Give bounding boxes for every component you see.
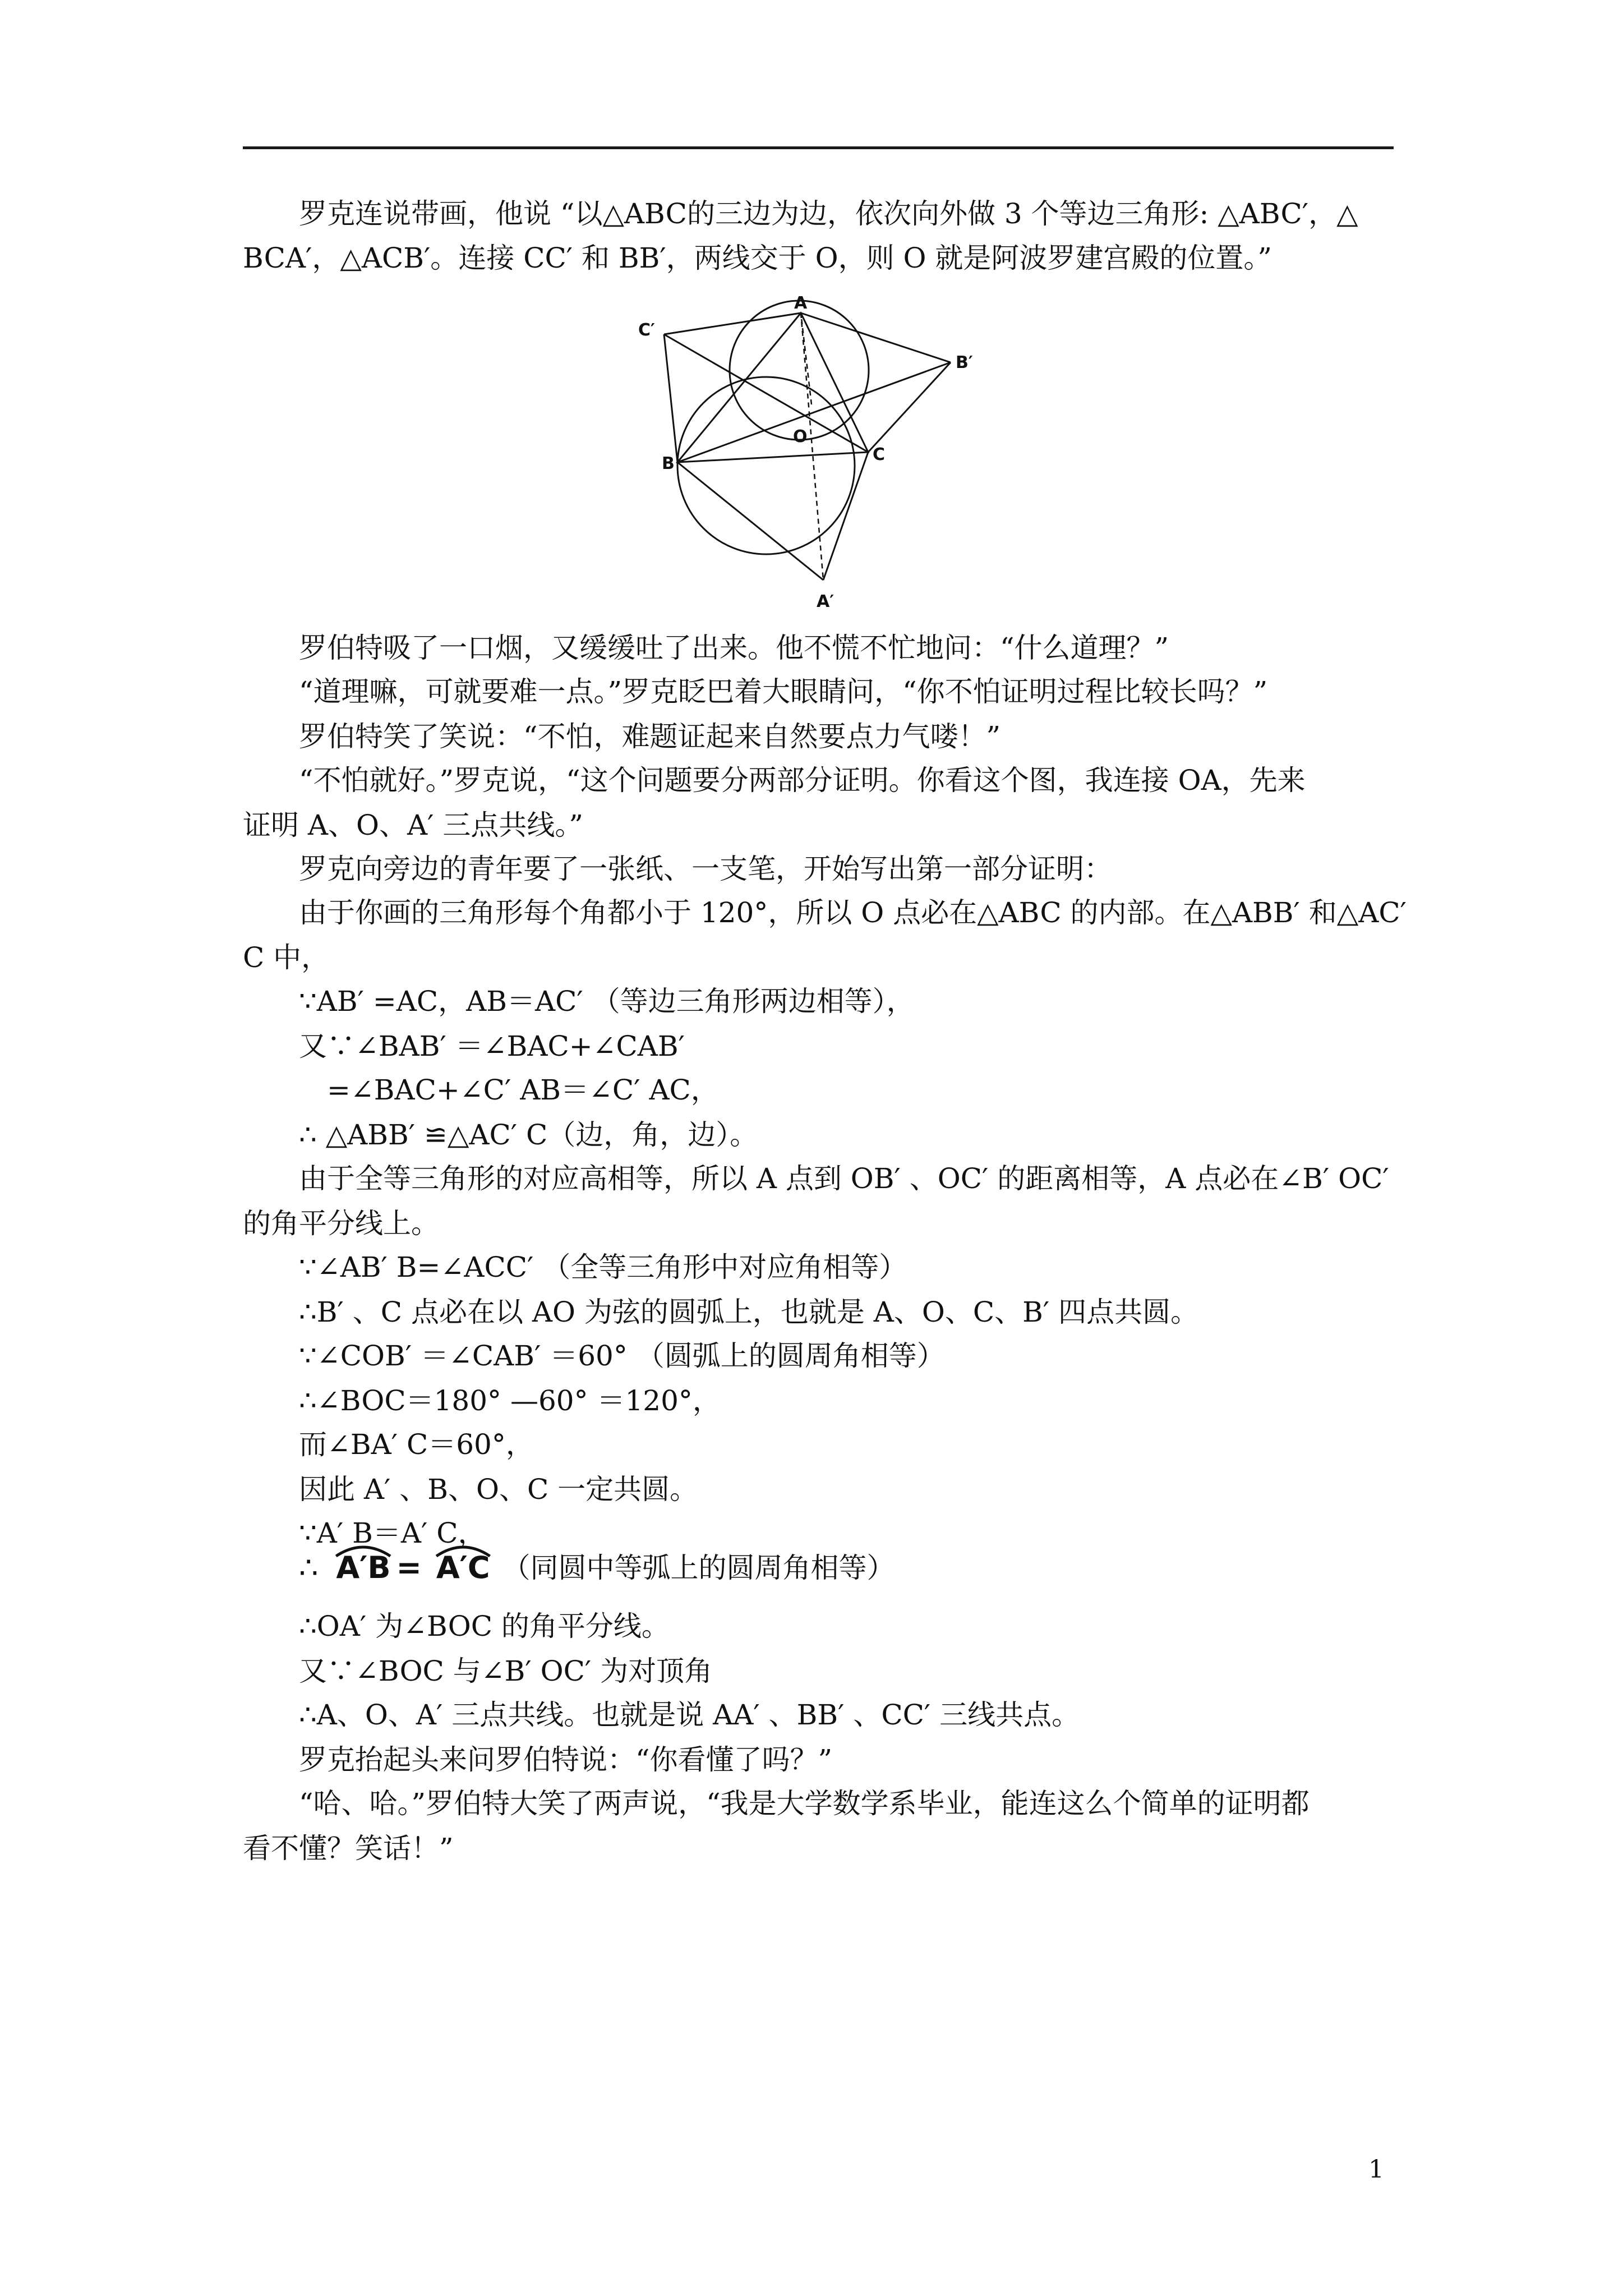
- proof-line-17: 又∵∠BOC 与∠B′ OC′ 为对顶角: [299, 1655, 713, 1687]
- circle-boca: [677, 377, 855, 554]
- arc-mark-icon: [334, 1540, 393, 1557]
- segment-b-a-prime: [677, 462, 823, 580]
- dialogue-paragraph-4-line-1: “不怕就好。”罗克说，“这个问题要分两部分证明。你看这个图，我连接 OA，先来: [299, 764, 1306, 797]
- dialogue-paragraph-5: 罗克向旁边的青年要了一张纸、一支笔，开始写出第一部分证明：: [299, 853, 1112, 885]
- label-b: B: [662, 454, 675, 473]
- arc-a-prime-c: [434, 1548, 492, 1588]
- proof-line-2: C 中，: [243, 941, 330, 974]
- proof-line-11: ∵∠COB′ ＝∠CAB′ ＝60° （圆弧上的圆周角相等）: [299, 1340, 945, 1372]
- closing-paragraph-1: 罗克抬起头来问罗伯特说：“你看懂了吗？”: [299, 1743, 833, 1776]
- proof-line-13: 而∠BA′ C＝60°，: [299, 1428, 534, 1461]
- closing-paragraph-2-line-2: 看不懂？笑话！”: [243, 1832, 454, 1865]
- segment-b-prime-c: [868, 362, 951, 452]
- geometry-figure: [628, 293, 998, 615]
- label-b-prime: B′: [956, 353, 973, 372]
- label-c: C: [873, 445, 886, 464]
- proof-line-4: 又∵∠BAB′ ＝∠BAC+∠CAB′: [299, 1030, 685, 1062]
- label-a-prime: A′: [817, 592, 834, 611]
- proof-line-15: ∵A′ B＝A′ C，: [299, 1517, 486, 1549]
- proof-line-9: ∵∠AB′ B=∠ACC′ （全等三角形中对应角相等）: [299, 1251, 907, 1283]
- dialogue-paragraph-3: 罗伯特笑了笑说：“不怕，难题证起来自然要点力气喽！”: [299, 720, 1001, 753]
- proof-line-10: ∴B′ 、C 点必在以 AO 为弦的圆弧上，也就是 A、O、C、B′ 四点共圆。: [299, 1296, 1199, 1328]
- header-rule: [243, 146, 1394, 149]
- proof-line-8: 的角平分线上。: [243, 1207, 439, 1240]
- proof-line-6: ∴ △ABB′ ≌△AC′ C（边，角，边）。: [299, 1119, 758, 1151]
- triangle-abc: [677, 313, 868, 462]
- arc-equality-note: （同圆中等弧上的圆周角相等）: [502, 1552, 895, 1584]
- closing-paragraph-2-line-1: “哈、哈。”罗伯特大笑了两声说，“我是大学数学系毕业，能连这么个简单的证明都: [299, 1787, 1310, 1820]
- proof-line-7: 由于全等三角形的对应高相等，所以 A 点到 OB′ 、OC′ 的距离相等，A 点必在∠B′ OC′: [299, 1162, 1389, 1195]
- geometry-diagram: [628, 293, 998, 615]
- arc-equals-sign: =: [396, 1550, 422, 1585]
- label-a: A: [794, 293, 808, 313]
- segment-c-a-prime: [823, 452, 868, 580]
- segment-a-b-prime: [801, 313, 951, 362]
- dialogue-paragraph-1: 罗伯特吸了一口烟，又缓缓吐了出来。他不慌不忙地问：“什么道理？”: [299, 632, 1169, 664]
- dialogue-paragraph-2: “道理嘛，可就要难一点。”罗克眨巴着大眼睛问，“你不怕证明过程比较长吗？”: [299, 675, 1268, 708]
- arc-a-prime-c-label: A′C: [436, 1550, 490, 1585]
- dialogue-paragraph-4-line-2: 证明 A、O、A′ 三点共线。”: [243, 809, 583, 841]
- segment-c-prime-a: [664, 313, 801, 334]
- proof-line-1: 由于你画的三角形每个角都小于 120°，所以 O 点必在△ABC 的内部。在△ABB′ 和△AC′: [299, 896, 1407, 929]
- arc-a-prime-b: [334, 1548, 393, 1588]
- intro-line-1: 罗克连说带画，他说 “以△ABC的三边为边，依次向外做 3 个等边三角形: △ABC′，△: [299, 197, 1358, 230]
- arc-equality-line: [299, 1537, 895, 1588]
- arc-a-prime-b-label: A′B: [336, 1550, 391, 1585]
- therefore-symbol: ∴: [299, 1550, 319, 1585]
- proof-line-5: =∠BAC+∠C′ AB＝∠C′ AC，: [327, 1074, 719, 1106]
- proof-line-3: ∵AB′ =AC，AB＝AC′ （等边三角形两边相等），: [299, 985, 915, 1018]
- intro-line-2: BCA′，△ACB′。连接 CC′ 和 BB′，两线交于 O，则 O 就是阿波罗建宫殿的位置。”: [243, 242, 1272, 274]
- segment-c-prime-b: [664, 334, 677, 462]
- label-o: O: [793, 427, 808, 447]
- proof-line-18: ∴A、O、A′ 三点共线。也就是说 AA′ 、BB′ 、CC′ 三线共点。: [299, 1699, 1080, 1731]
- segment-c-prime-c: [664, 334, 868, 452]
- proof-line-12: ∴∠BOC＝180° —60° ＝120°，: [299, 1384, 721, 1417]
- proof-line-14: 因此 A′ 、B、O、C 一定共圆。: [299, 1473, 698, 1506]
- page-number: 1: [1368, 2155, 1384, 2184]
- proof-line-16: ∴OA′ 为∠BOC 的角平分线。: [299, 1610, 670, 1642]
- label-c-prime: C′: [638, 320, 655, 340]
- arc-mark-icon: [434, 1540, 492, 1557]
